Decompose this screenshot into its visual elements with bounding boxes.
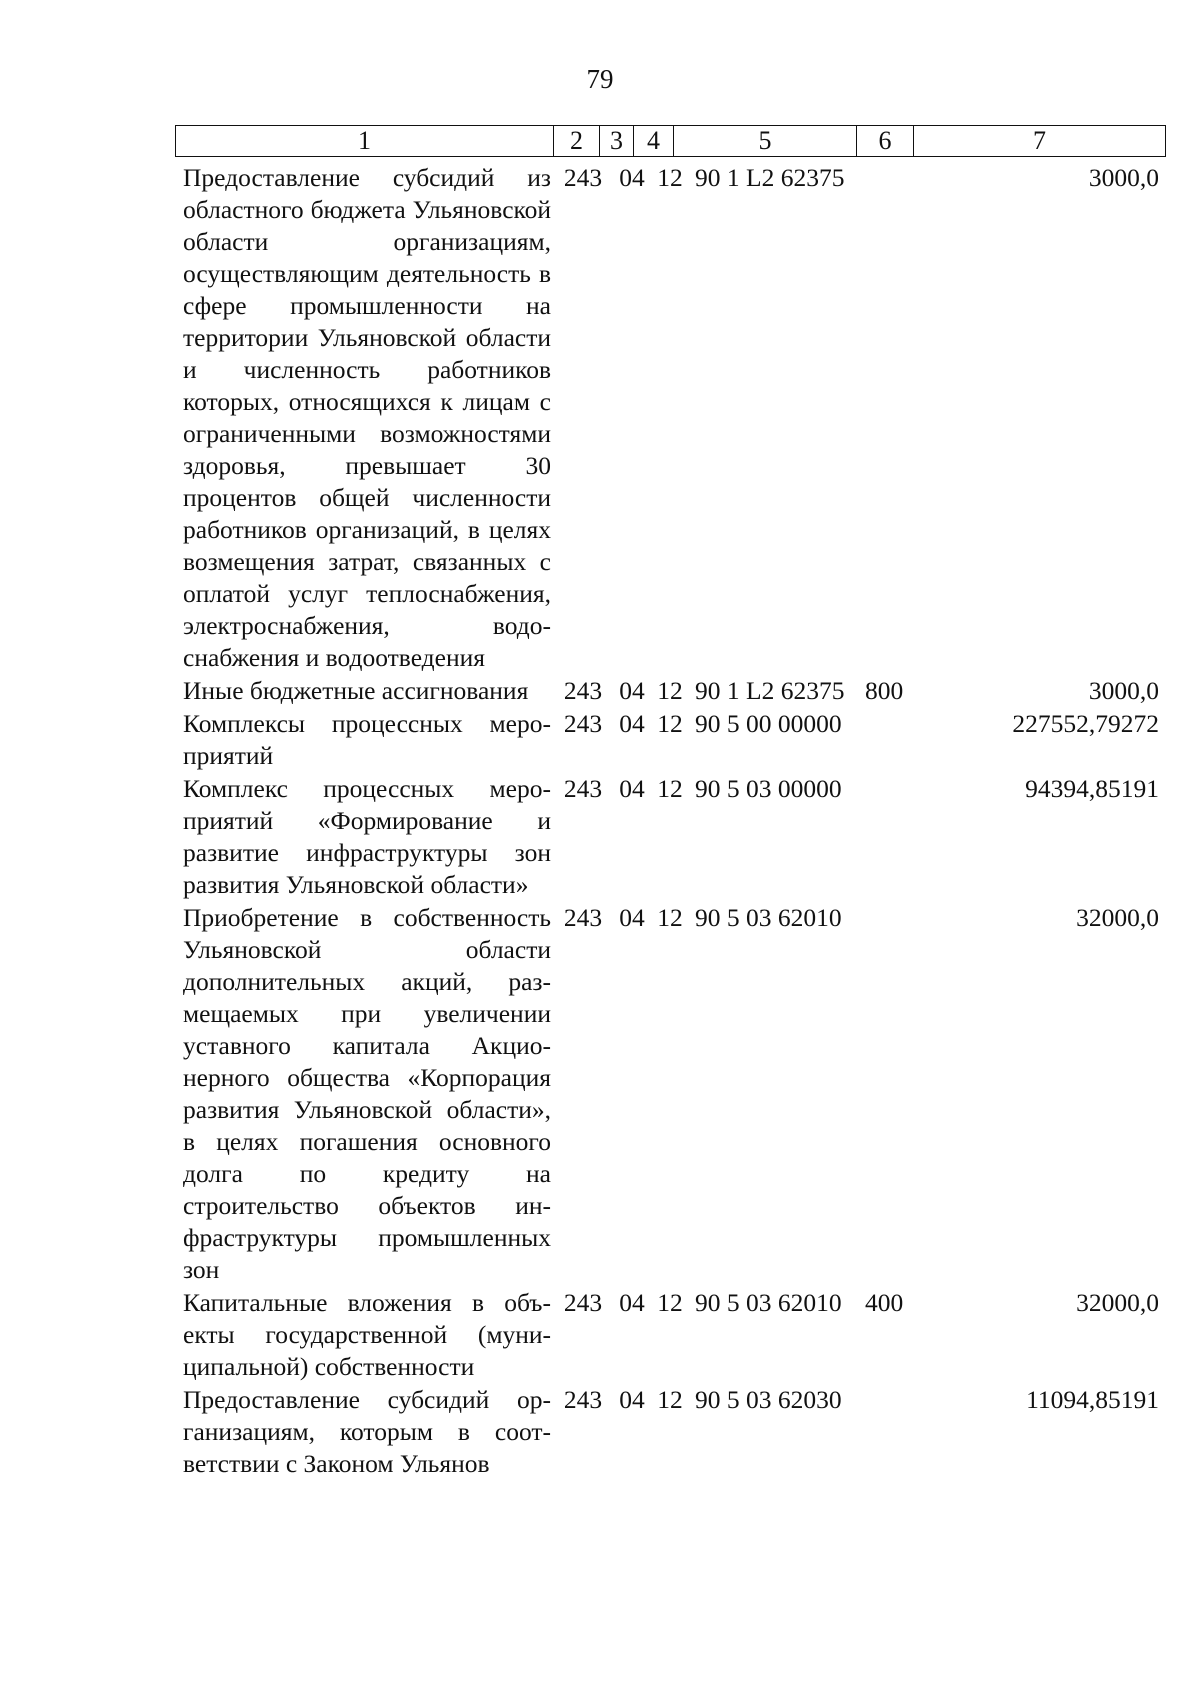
- table-row: [183, 675, 1165, 708]
- row-col3: 04: [619, 709, 645, 738]
- row-col4: 12: [657, 709, 683, 738]
- table-row: [183, 1384, 1165, 1481]
- table-row: [183, 902, 1165, 1287]
- row-name: Иные бюджетные ассигнования: [183, 676, 529, 705]
- column-header-row: [176, 126, 1166, 157]
- row-name: Предоставление субсидий организациям, которым в соответствии с Законом Ульянов: [183, 1385, 551, 1478]
- row-col7: 94394,85191: [1025, 774, 1159, 803]
- row-col5: 90 5 03 62010: [695, 1288, 842, 1317]
- row-col7: 227552,79272: [1012, 709, 1159, 738]
- row-col3: 04: [619, 1385, 645, 1414]
- table-row: [183, 708, 1165, 773]
- row-col4: 12: [657, 774, 683, 803]
- row-col5: 90 1 L2 62375: [695, 676, 845, 705]
- row-col3: 04: [619, 774, 645, 803]
- row-col7: 3000,0: [1088, 676, 1159, 705]
- row-col3: 04: [619, 903, 645, 932]
- row-col5: 90 5 00 00000: [695, 709, 842, 738]
- row-col3: 04: [619, 676, 645, 705]
- row-col5: 90 1 L2 62375: [695, 163, 845, 192]
- row-col4: 12: [657, 163, 683, 192]
- row-col6: 800: [865, 676, 904, 705]
- row-name: Комплексы процессных мероприятий: [183, 709, 551, 770]
- row-col6: [865, 1384, 919, 1481]
- row-col7: 32000,0: [1076, 903, 1159, 932]
- row-col4: 12: [657, 903, 683, 932]
- column-header-3: 3: [600, 126, 634, 157]
- row-col7: 11094,85191: [1026, 1385, 1159, 1414]
- row-col2: 243: [563, 903, 603, 932]
- column-header-7: 7: [914, 126, 1166, 157]
- table-row: [183, 162, 1165, 675]
- row-col6: 400: [865, 1288, 904, 1317]
- budget-table-body: [183, 162, 1165, 1481]
- row-name: Капитальные вложения в объекты государственной (муниципальной) собственности: [183, 1288, 551, 1381]
- row-col2: 243: [563, 676, 603, 705]
- row-col5: 90 5 03 62010: [695, 903, 842, 932]
- page-number: 79: [586, 64, 614, 94]
- row-col4: 12: [657, 676, 683, 705]
- row-col2: 243: [563, 774, 603, 803]
- row-col2: 243: [563, 709, 603, 738]
- row-col5: 90 5 03 62030: [695, 1385, 842, 1414]
- row-col4: 12: [657, 1385, 683, 1414]
- row-col7: 32000,0: [1076, 1288, 1159, 1317]
- table-row: [183, 773, 1165, 902]
- row-col2: 243: [563, 1288, 603, 1317]
- row-col3: 04: [619, 163, 645, 192]
- row-name: Приобретение в собственность Ульяновской области дополнительных акций, размещаемых при увеличении уставного капитала Акционерного общества «Корпорация развития Ульяновской области», в целях погашения основного долга по кредиту на строительство объектов инфраструктуры промышленных зон: [183, 903, 551, 1284]
- column-header-5: 5: [674, 126, 857, 157]
- row-col6: [865, 902, 919, 1287]
- row-name: Комплекс процессных мероприятий «Формирование и развитие инфраструктуры зон развития Ульяновской области»: [183, 774, 551, 899]
- row-name: Предоставление субсидий из областного бюджета Ульяновской области организациям, осуществляющим деятельность в сфере промышленности на территории Ульяновской области и численность работников которых, относящихся к лицам с ограниченными возможностями здоровья, превышает 30 процентов общей численности работников организаций, в целях возмещения затрат, связанных с оплатой услуг теплоснабжения, электроснабжения, водоснабжения и водоотведения: [183, 163, 551, 672]
- row-col6: [865, 773, 919, 902]
- row-col6: [865, 708, 919, 773]
- row-col5: 90 5 03 00000: [695, 774, 842, 803]
- row-col6: [865, 162, 919, 675]
- column-header-1: 1: [176, 126, 554, 157]
- row-col7: 3000,0: [1088, 163, 1159, 192]
- column-header-4: 4: [634, 126, 674, 157]
- column-header-2: 2: [554, 126, 600, 157]
- table-row: [183, 1287, 1165, 1384]
- row-col4: 12: [657, 1288, 683, 1317]
- row-col2: 243: [563, 1385, 603, 1414]
- row-col3: 04: [619, 1288, 645, 1317]
- column-header-6: 6: [857, 126, 914, 157]
- row-col2: 243: [563, 163, 603, 192]
- column-header-table: [175, 125, 1166, 157]
